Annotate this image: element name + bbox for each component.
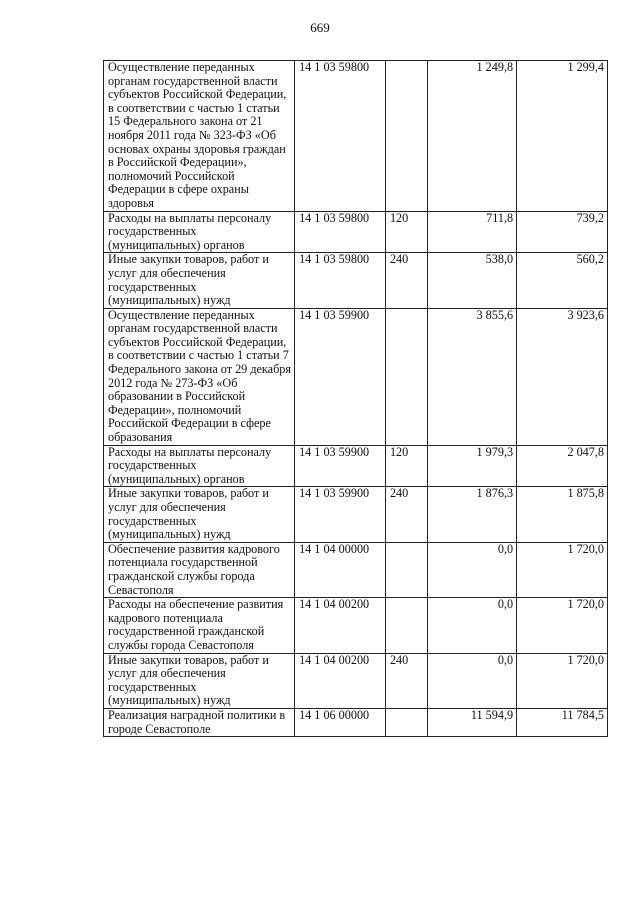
row-name: Обеспечение развития кадрового потенциала государственной гражданской службы города Севастополя xyxy=(104,542,295,597)
row-name: Иные закупки товаров, работ и услуг для обеспечения государственных (муниципальных) нужд xyxy=(104,653,295,708)
row-name: Иные закупки товаров, работ и услуг для обеспечения государственных (муниципальных) нужд xyxy=(104,487,295,542)
row-code: 14 1 04 00000 xyxy=(295,542,386,597)
row-expense-type xyxy=(385,61,427,212)
row-amount-year-2: 739,2 xyxy=(517,211,608,253)
row-expense-type: 240 xyxy=(385,253,427,308)
row-code: 14 1 03 59800 xyxy=(295,253,386,308)
row-expense-type: 120 xyxy=(385,445,427,487)
row-expense-type xyxy=(385,598,427,653)
row-name: Осуществление переданных органам государственной власти субъектов Российской Федерации, в соответствии с частью 1 статьи 15 Федерального закона от 21 ноября 2011 года № 323-ФЗ «Об основах охраны здоровья граждан в Российской Федерации», полномочий Российской Федерации в сфере охраны здоровья xyxy=(104,61,295,212)
table-row xyxy=(104,61,608,212)
row-amount-year-1: 1 249,8 xyxy=(428,61,517,212)
table-row xyxy=(104,708,608,736)
row-amount-year-2: 1 720,0 xyxy=(517,542,608,597)
row-code: 14 1 03 59800 xyxy=(295,211,386,253)
table-row xyxy=(104,487,608,542)
row-name: Иные закупки товаров, работ и услуг для обеспечения государственных (муниципальных) нужд xyxy=(104,253,295,308)
row-code: 14 1 03 59800 xyxy=(295,61,386,212)
row-name: Реализация наградной политики в городе Севастополе xyxy=(104,708,295,736)
row-amount-year-1: 711,8 xyxy=(428,211,517,253)
table-row xyxy=(104,445,608,487)
row-amount-year-2: 1 299,4 xyxy=(517,61,608,212)
row-amount-year-1: 11 594,9 xyxy=(428,708,517,736)
row-expense-type: 240 xyxy=(385,487,427,542)
table-row xyxy=(104,308,608,445)
row-expense-type xyxy=(385,708,427,736)
row-amount-year-1: 0,0 xyxy=(428,542,517,597)
row-amount-year-1: 1 876,3 xyxy=(428,487,517,542)
row-expense-type: 120 xyxy=(385,211,427,253)
row-code: 14 1 04 00200 xyxy=(295,598,386,653)
row-code: 14 1 06 00000 xyxy=(295,708,386,736)
row-expense-type xyxy=(385,308,427,445)
row-amount-year-2: 11 784,5 xyxy=(517,708,608,736)
row-amount-year-2: 3 923,6 xyxy=(517,308,608,445)
row-amount-year-1: 0,0 xyxy=(428,653,517,708)
row-amount-year-1: 3 855,6 xyxy=(428,308,517,445)
table-row xyxy=(104,211,608,253)
row-amount-year-2: 560,2 xyxy=(517,253,608,308)
row-code: 14 1 03 59900 xyxy=(295,445,386,487)
table-row xyxy=(104,253,608,308)
page-number: 669 xyxy=(310,20,330,35)
row-name: Расходы на выплаты персоналу государственных (муниципальных) органов xyxy=(104,211,295,253)
budget-table xyxy=(103,60,608,737)
row-name: Расходы на обеспечение развития кадрового потенциала государственной гражданской службы города Севастополя xyxy=(104,598,295,653)
row-amount-year-2: 1 720,0 xyxy=(517,598,608,653)
row-amount-year-2: 1 875,8 xyxy=(517,487,608,542)
table-row xyxy=(104,653,608,708)
row-amount-year-2: 2 047,8 xyxy=(517,445,608,487)
table-row xyxy=(104,542,608,597)
table-row xyxy=(104,598,608,653)
row-code: 14 1 03 59900 xyxy=(295,308,386,445)
row-amount-year-1: 538,0 xyxy=(428,253,517,308)
row-name: Расходы на выплаты персоналу государственных (муниципальных) органов xyxy=(104,445,295,487)
row-name: Осуществление переданных органам государственной власти субъектов Российской Федерации, в соответствии с частью 1 статьи 7 Федерального закона от 29 декабря 2012 года № 273-ФЗ «Об образовании в Российской Федерации», полномочий Российской Федерации в сфере образования xyxy=(104,308,295,445)
row-amount-year-1: 0,0 xyxy=(428,598,517,653)
row-code: 14 1 03 59900 xyxy=(295,487,386,542)
row-amount-year-2: 1 720,0 xyxy=(517,653,608,708)
row-expense-type xyxy=(385,542,427,597)
row-code: 14 1 04 00200 xyxy=(295,653,386,708)
row-amount-year-1: 1 979,3 xyxy=(428,445,517,487)
row-expense-type: 240 xyxy=(385,653,427,708)
